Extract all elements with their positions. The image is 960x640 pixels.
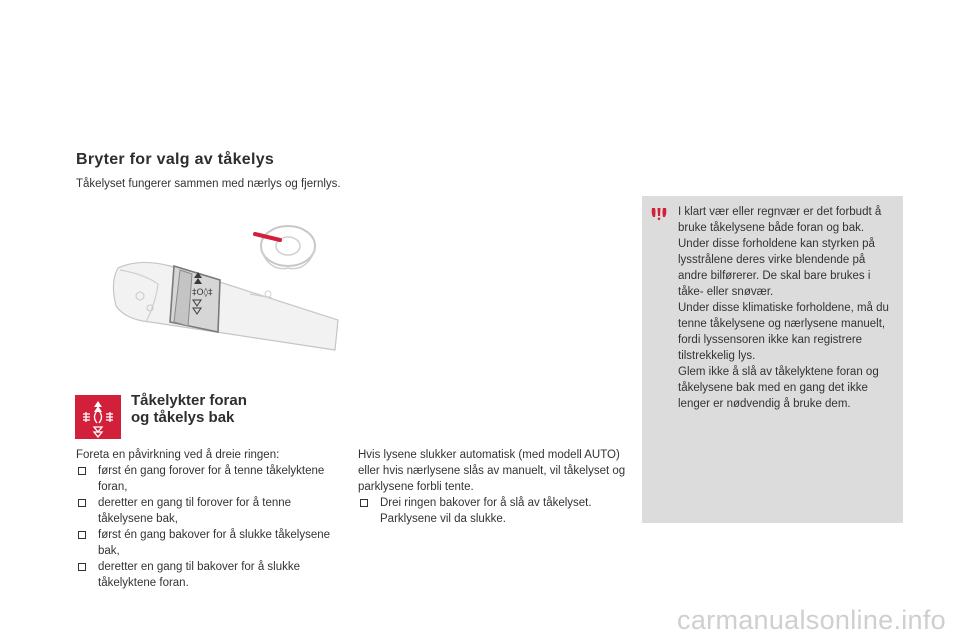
- subsection-title: [131, 392, 247, 426]
- list-item: [76, 527, 346, 559]
- warning-paragraph: I klart vær eller regnvær er det forbudt å bruke tåkelysene både foran og bak. Under disse forholdene kan styrken på lysstrålene deres virke blendende på andre bilførerer. De skal bare brukes i tåke- eller snøvær.: [678, 206, 882, 298]
- checkbox-bullet-icon: [78, 467, 86, 475]
- left-bullet-list: [76, 463, 346, 591]
- checkbox-bullet-icon: [78, 563, 86, 571]
- warning-text: [678, 204, 896, 412]
- svg-text:‡O◊‡: ‡O◊‡: [192, 288, 213, 298]
- list-item: [358, 495, 628, 527]
- checkbox-bullet-icon: [78, 531, 86, 539]
- warning-paragraph: Under disse klimatiske forholdene, må du tenne tåkelysene og nærlysene manuelt, fordi lyssensoren ikke kan registrere tilstrekkelig lys.: [678, 302, 889, 362]
- list-item-text: først én gang forover for å tenne tåkelyktene foran,: [98, 465, 325, 493]
- left-lead: Foreta en påvirkning ved å dreie ringen:: [76, 449, 280, 461]
- stalk-body: [113, 262, 338, 350]
- subsection-title-line1: Tåkelykter foran: [131, 392, 247, 409]
- warning-exclamation-icon: [650, 207, 668, 221]
- list-item-text: Drei ringen bakover for å slå av tåkelyset. Parklysene vil da slukke.: [380, 497, 592, 525]
- middle-column: [358, 447, 628, 527]
- middle-bullet-list: [358, 495, 628, 527]
- list-item-text: først én gang bakover for å slukke tåkelysene bak,: [98, 529, 331, 557]
- stalk-illustration: [100, 222, 340, 354]
- fog-ring: [170, 266, 220, 332]
- steering-wheel-inset: [255, 226, 315, 269]
- checkbox-bullet-icon: [360, 499, 368, 507]
- fog-lights-icon: [75, 395, 121, 439]
- list-item: [76, 495, 346, 527]
- watermark: carmanualsonline.info: [677, 605, 946, 635]
- list-item-text: deretter en gang til bakover for å slukke tåkelyktene foran.: [98, 561, 301, 589]
- warning-paragraph: Glem ikke å slå av tåkelyktene foran og tåkelysene bak med en gang det ikke lenger er nødvendig å bruke dem.: [678, 366, 879, 410]
- middle-lead: Hvis lysene slukker automatisk (med modell AUTO) eller hvis nærlysene slås av manuelt, vil tåkelyset og parklysene forbli tente.: [358, 449, 626, 493]
- list-item: [76, 559, 346, 591]
- checkbox-bullet-icon: [78, 499, 86, 507]
- list-item: [76, 463, 346, 495]
- list-item-text: deretter en gang til forover for å tenne tåkelysene bak,: [98, 497, 292, 525]
- section-intro: Tåkelyset fungerer sammen med nærlys og fjernlys.: [76, 178, 341, 190]
- section-title: Bryter for valg av tåkelys: [76, 151, 275, 168]
- subsection-title-line2: og tåkelys bak: [131, 409, 235, 426]
- left-column: [76, 447, 346, 591]
